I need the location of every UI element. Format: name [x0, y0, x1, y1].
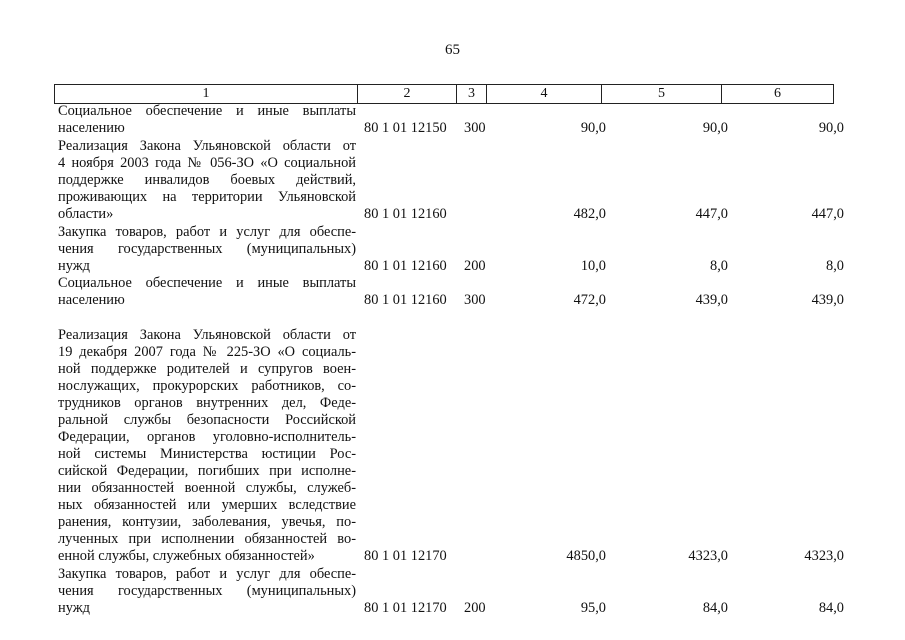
- row-value-col5: 4323,0: [688, 548, 728, 564]
- row-value-col5: 439,0: [695, 292, 728, 308]
- row-expense-type: 300: [464, 120, 486, 136]
- table-row: [58, 309, 848, 565]
- row-description: [58, 224, 356, 275]
- description-line: Федерации, органов уголовно-исполнитель-: [58, 429, 356, 445]
- row-expense-type: 300: [464, 292, 486, 308]
- row-value-col5: 447,0: [695, 206, 728, 222]
- description-line: Реализация Закона Ульяновской области от: [58, 327, 356, 343]
- row-expense-type: 200: [464, 258, 486, 274]
- description-line: 4 ноября 2003 года № 056-ЗО «О социальной: [58, 155, 356, 171]
- description-line: трудников органов внутренних дел, Феде-: [58, 395, 356, 411]
- table-row: [58, 103, 848, 137]
- description-line: ранения, контузии, заболевания, увечья, по-: [58, 514, 356, 530]
- description-line: енной службы, служебных обязанностей»: [58, 548, 315, 564]
- row-code: 80 1 01 12150: [364, 120, 447, 136]
- description-line: Реализация Закона Ульяновской области от: [58, 138, 356, 154]
- description-line: нии обязанностей военной службы, служеб-: [58, 480, 356, 496]
- header-col-5: 5: [602, 85, 722, 103]
- table-row: [58, 275, 848, 309]
- row-value-col5: 84,0: [702, 600, 728, 616]
- header-col-2: 2: [358, 85, 457, 103]
- description-line: населению: [58, 292, 125, 308]
- description-line: 19 декабря 2007 года № 225-ЗО «О социаль-: [58, 344, 356, 360]
- header-col-4: 4: [487, 85, 602, 103]
- description-line: Социальное обеспечение и иные выплаты: [58, 275, 356, 291]
- row-code: 80 1 01 12170: [364, 548, 447, 564]
- description-line: ной системы Министерства юстиции Рос-: [58, 446, 356, 462]
- row-value-col5: 8,0: [710, 258, 728, 274]
- description-line: проживающих на территории Ульяновской: [58, 189, 356, 205]
- row-value-col6: 439,0: [811, 292, 844, 308]
- description-line: нужд: [58, 258, 90, 274]
- header-col-3: 3: [457, 85, 487, 103]
- page-number: 65: [445, 42, 460, 58]
- description-line: ральной службы безопасности Российской: [58, 412, 356, 428]
- description-line: чения государственных (муниципальных): [58, 241, 356, 257]
- row-value-col4: 4850,0: [566, 548, 606, 564]
- row-value-col6: 8,0: [826, 258, 844, 274]
- row-description: [58, 103, 356, 137]
- table-row: [58, 223, 848, 275]
- row-code: 80 1 01 12170: [364, 600, 447, 616]
- row-description: [58, 138, 356, 223]
- row-code: 80 1 01 12160: [364, 206, 447, 222]
- description-line: нужд: [58, 600, 90, 616]
- row-value-col6: 90,0: [818, 120, 844, 136]
- description-line: поддержке инвалидов боевых действий,: [58, 172, 356, 188]
- row-value-col4: 10,0: [580, 258, 606, 274]
- table-row: [58, 137, 848, 223]
- description-line: сийской Федерации, погибших при исполне-: [58, 463, 356, 479]
- description-line: ной поддержке родителей и супругов воен-: [58, 361, 356, 377]
- row-value-col6: 447,0: [811, 206, 844, 222]
- description-line: Закупка товаров, работ и услуг для обеспе-: [58, 224, 356, 240]
- description-line: области»: [58, 206, 114, 222]
- row-value-col4: 482,0: [573, 206, 606, 222]
- row-description: [58, 275, 356, 309]
- row-value-col4: 472,0: [573, 292, 606, 308]
- description-line: населению: [58, 120, 125, 136]
- description-line: ных обязанностей или умерших вследствие: [58, 497, 356, 513]
- row-value-col5: 90,0: [702, 120, 728, 136]
- description-line: чения государственных (муниципальных): [58, 583, 356, 599]
- row-value-col6: 84,0: [818, 600, 844, 616]
- header-col-1: 1: [55, 85, 358, 103]
- row-value-col4: 95,0: [580, 600, 606, 616]
- row-expense-type: 200: [464, 600, 486, 616]
- description-line: Закупка товаров, работ и услуг для обеспе-: [58, 566, 356, 582]
- row-code: 80 1 01 12160: [364, 292, 447, 308]
- table-row: [58, 565, 848, 617]
- row-code: 80 1 01 12160: [364, 258, 447, 274]
- row-value-col4: 90,0: [580, 120, 606, 136]
- row-value-col6: 4323,0: [804, 548, 844, 564]
- description-line: нослужащих, прокурорских работников, со-: [58, 378, 356, 394]
- header-col-6: 6: [774, 86, 781, 101]
- table-header: [54, 84, 834, 104]
- description-line: Социальное обеспечение и иные выплаты: [58, 103, 356, 119]
- table-body: [58, 103, 848, 617]
- description-line: лученных при исполнении обязанностей во-: [58, 531, 356, 547]
- row-description: [58, 566, 356, 617]
- row-description: [58, 327, 356, 565]
